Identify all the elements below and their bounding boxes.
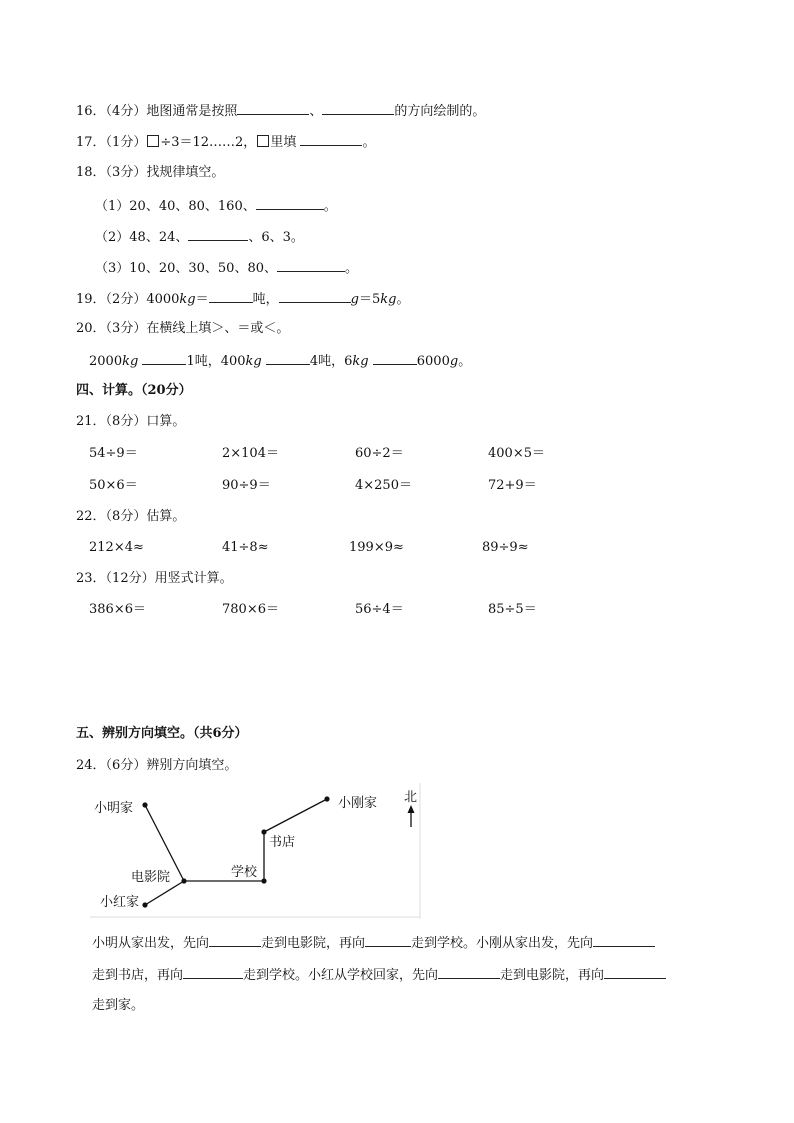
- q23-item: 85÷5＝: [488, 602, 537, 617]
- q24-blank-2[interactable]: [365, 934, 411, 947]
- q21-score: （8分）: [105, 414, 147, 429]
- q17-end: 。: [362, 135, 376, 150]
- q20-title: 在横线上填＞、＝或＜。: [146, 321, 290, 336]
- q21-item: 50×6＝: [89, 478, 138, 493]
- q24-blank-4[interactable]: [183, 966, 243, 979]
- q23-number: 23．: [76, 571, 106, 586]
- map-dot-cinema: [181, 878, 186, 883]
- q24-line-1-b: 走到电影院，再向: [261, 936, 366, 951]
- q24-blank-1[interactable]: [209, 934, 261, 947]
- q16-blank-1[interactable]: [237, 102, 309, 115]
- q22-title: 估算。: [146, 509, 186, 524]
- q21-item: 90÷9＝: [222, 478, 271, 493]
- q21-number: 21．: [76, 414, 106, 429]
- square-box-icon: [257, 135, 269, 147]
- q18-sub-3-label: （3）: [95, 261, 130, 276]
- q20-number: 20．: [76, 321, 106, 336]
- q21-item: 400×5＝: [488, 446, 545, 461]
- q16-score: （4分）: [105, 104, 147, 119]
- q24-number: 24．: [76, 758, 106, 773]
- q18-sub-2-tail: 、6、3。: [248, 230, 304, 245]
- q19-blank-1[interactable]: [209, 290, 253, 303]
- q23-item: 780×6＝: [222, 602, 279, 617]
- question-17: [76, 133, 375, 151]
- q18-sub-3: [95, 259, 358, 277]
- q23-score: （12分）: [105, 571, 155, 586]
- q19-score: （2分）: [105, 292, 147, 307]
- q17-text: 里填: [270, 135, 297, 150]
- q18-number: 18．: [76, 165, 106, 180]
- label-xiaohong-home: 小红家: [100, 895, 140, 910]
- q16-text-2: 的方向绘制的。: [394, 104, 486, 119]
- q21-item: 4×250＝: [355, 478, 412, 493]
- q18-sub-3-seq: 10、20、30、50、80、: [129, 261, 277, 276]
- north-arrow-icon: [408, 805, 415, 827]
- q20-kg-unit-2: kg: [245, 354, 262, 369]
- q20-part-2: 1吨，400: [186, 354, 246, 369]
- q20-g-unit: g: [449, 354, 459, 369]
- q24-line-1: [92, 934, 655, 952]
- q21-title: 口算。: [146, 414, 186, 429]
- q24-line-2-c: 走到电影院，再向: [500, 968, 605, 983]
- q20-score: （3分）: [105, 321, 147, 336]
- q24-score: （6分）: [105, 758, 147, 773]
- map-dot-xiaoming: [142, 802, 147, 807]
- q19-value: 4000: [146, 292, 180, 307]
- q17-number: 17．: [76, 135, 106, 150]
- q24-blank-3[interactable]: [593, 934, 655, 947]
- question-24: [76, 758, 237, 774]
- q19-kg-unit-2: kg: [380, 292, 397, 307]
- q21-item: 54÷9＝: [89, 446, 138, 461]
- q24-line-2-b: 走到学校。小红从学校回家，先向: [243, 968, 439, 983]
- q24-blank-6[interactable]: [604, 966, 666, 979]
- q18-sub-2-label: （2）: [95, 230, 130, 245]
- question-21: [76, 414, 185, 430]
- map-dot-xiaohong: [142, 902, 147, 907]
- section-5-title: 五、辨别方向填空。（共6分）: [76, 726, 248, 741]
- question-19: [76, 290, 409, 308]
- q16-blank-2[interactable]: [322, 102, 394, 115]
- question-23: [76, 571, 233, 587]
- question-22: [76, 509, 185, 525]
- q24-line-3: [92, 998, 144, 1014]
- label-xiaoming-home: 小明家: [94, 801, 134, 816]
- q22-number: 22．: [76, 509, 106, 524]
- q22-item: 41÷8≈: [222, 540, 269, 555]
- q18-sub-1-end: 。: [323, 199, 337, 214]
- q23-item: 386×6＝: [89, 602, 146, 617]
- q19-ton: 吨，: [252, 292, 279, 307]
- q18-sub-1-seq: 20、40、80、160、: [129, 199, 256, 214]
- q19-kg-unit: kg: [179, 292, 196, 307]
- q24-line-1-c: 走到学校。小刚从家出发，先向: [411, 936, 594, 951]
- question-20: [76, 321, 289, 337]
- q22-item: 89÷9≈: [482, 540, 529, 555]
- q18-title: 找规律填空。: [146, 165, 225, 180]
- q20-end: 。: [458, 354, 472, 369]
- q16-number: 16．: [76, 104, 106, 119]
- q18-sub-1-label: （1）: [95, 199, 130, 214]
- q19-number: 19．: [76, 292, 106, 307]
- section-4-title: 四、计算。（20分）: [76, 383, 192, 398]
- q22-score: （8分）: [105, 509, 147, 524]
- map-dot-xiaogang: [324, 796, 329, 801]
- square-box-icon: [147, 135, 159, 147]
- label-school: 学校: [231, 865, 258, 880]
- q19-end: 。: [396, 292, 410, 307]
- q24-title: 辨别方向填空。: [146, 758, 238, 773]
- q18-score: （3分）: [105, 165, 147, 180]
- q24-line-2-a: 走到书店，再向: [92, 968, 184, 983]
- question-16: [76, 102, 485, 120]
- q18-sub-2-blank[interactable]: [188, 228, 248, 241]
- q18-sub-2: [95, 228, 304, 246]
- q18-sub-1-blank[interactable]: [256, 197, 324, 210]
- label-cinema: 电影院: [131, 870, 171, 885]
- q21-item: 72+9＝: [488, 478, 537, 493]
- q18-sub-2-seq: 48、24、: [129, 230, 189, 245]
- q24-line-1-a: 小明从家出发，先向: [92, 936, 210, 951]
- q18-sub-3-blank[interactable]: [277, 259, 345, 272]
- q22-item: 212×4≈: [89, 540, 144, 555]
- q20-part-4: 6000: [416, 354, 450, 369]
- q24-blank-5[interactable]: [438, 966, 500, 979]
- q24-line-3-a: 走到家。: [92, 998, 145, 1013]
- q20-blank-3[interactable]: [373, 352, 417, 365]
- label-bookstore: 书店: [269, 835, 296, 850]
- q23-item: 56÷4＝: [355, 602, 404, 617]
- q20-kg-unit-3: kg: [352, 354, 369, 369]
- label-xiaogang-home: 小刚家: [338, 796, 378, 811]
- map-dot-bookstore: [261, 829, 266, 834]
- q16-sep: 、: [309, 104, 323, 119]
- q20-blank-2[interactable]: [266, 352, 310, 365]
- direction-map: [90, 783, 424, 919]
- route-bookstore-xiaogang: [264, 799, 327, 832]
- label-north: 北: [404, 790, 418, 805]
- q20-part-1: 2000: [89, 354, 123, 369]
- q21-item: 60÷2＝: [355, 446, 404, 461]
- q19-equals: ＝: [195, 292, 209, 307]
- map-dot-school: [261, 878, 266, 883]
- q20-kg-unit: kg: [122, 354, 139, 369]
- q21-item: 2×104＝: [222, 446, 279, 461]
- q20-part-3: 4吨，6: [309, 354, 353, 369]
- q17-expr: ÷3＝12……2，: [160, 135, 257, 150]
- q20-compare-line: [89, 352, 471, 370]
- question-18: [76, 165, 224, 181]
- q23-title: 用竖式计算。: [154, 571, 233, 586]
- q17-blank[interactable]: [300, 133, 362, 146]
- q22-item: 199×9≈: [349, 540, 404, 555]
- q24-line-2: [92, 966, 666, 984]
- q19-equals-5: ＝5: [358, 292, 381, 307]
- q19-g-unit: g: [350, 292, 359, 307]
- q16-text-1: 地图通常是按照: [146, 104, 238, 119]
- q17-score: （1分）: [105, 135, 147, 150]
- q18-sub-1: [95, 197, 337, 215]
- q18-sub-3-end: 。: [345, 261, 359, 276]
- q20-blank-1[interactable]: [142, 352, 186, 365]
- q19-blank-2[interactable]: [279, 290, 351, 303]
